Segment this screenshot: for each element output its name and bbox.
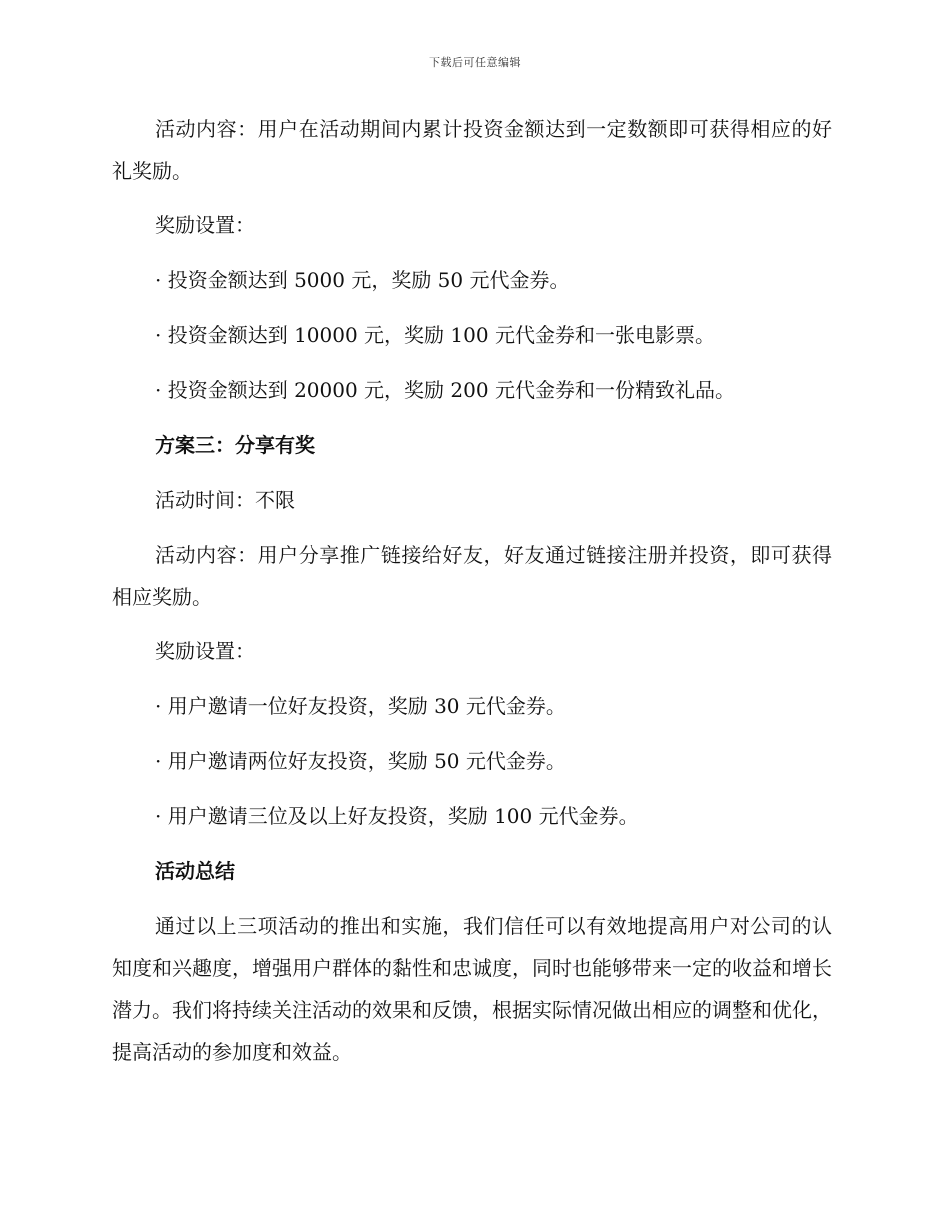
reward-settings-label: 奖励设置： [155,213,255,237]
document-body [112,108,832,1085]
reward-item: · 投资金额达到 20000 元，奖励 200 元代金券和一份精致礼品。 [155,378,735,402]
activity-time: 活动时间：不限 [155,488,295,512]
page-header: 下载后可任意编辑 [429,56,521,69]
activity-content-paragraph: 活动内容：用户在活动期间内累计投资金额达到一定数额即可获得相应的好礼奖励。 [112,117,832,183]
reward-settings-label: 奖励设置： [155,639,255,663]
plan-three-heading: 方案三：分享有奖 [155,433,315,457]
summary-heading: 活动总结 [155,859,235,883]
share-activity-paragraph: 活动内容：用户分享推广链接给好友，好友通过链接注册并投资，即可获得相应奖励。 [112,543,832,609]
summary-paragraph: 通过以上三项活动的推出和实施，我们信任可以有效地提高用户对公司的认知度和兴趣度，增强用户群体的黏性和忠诚度，同时也能够带来一定的收益和增长潜力。我们将持续关注活动的效果和反馈，根据实际情况做出相应的调整和优化，提高活动的参加度和效益。 [112,914,832,1064]
reward-item: · 用户邀请三位及以上好友投资，奖励 100 元代金券。 [155,804,639,828]
reward-item: · 投资金额达到 5000 元，奖励 50 元代金券。 [155,268,570,292]
reward-item: · 用户邀请两位好友投资，奖励 50 元代金券。 [155,749,566,773]
reward-item: · 投资金额达到 10000 元，奖励 100 元代金券和一张电影票。 [155,323,715,347]
reward-item: · 用户邀请一位好友投资，奖励 30 元代金券。 [155,694,566,718]
